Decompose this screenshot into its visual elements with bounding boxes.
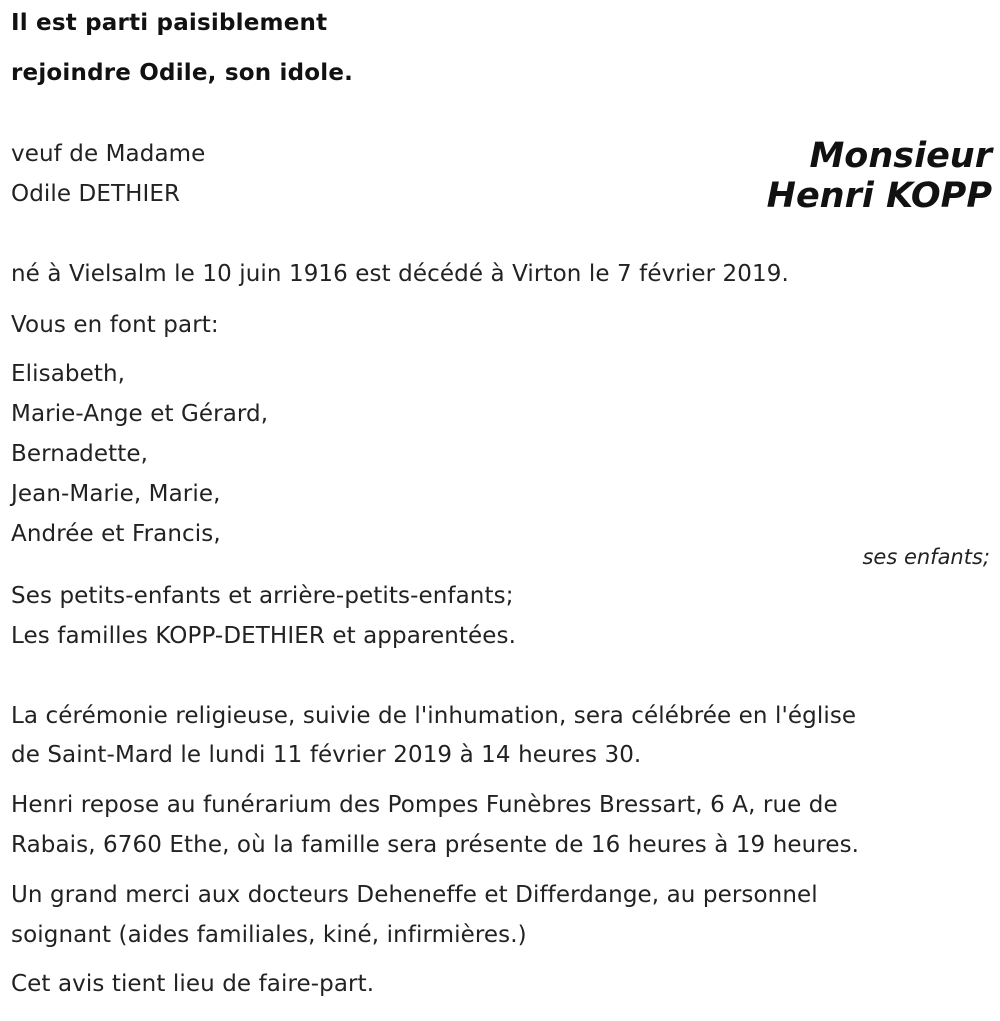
ceremony-line-1: La cérémonie religieuse, suivie de l'inhumation, sera célébrée en l'église [11, 703, 857, 729]
child-name: Andrée et Francis, [11, 521, 221, 547]
child-name: Bernadette, [11, 441, 148, 467]
child-name: Elisabeth, [11, 361, 126, 387]
epigraph-line-2: rejoindre Odile, son idole. [11, 60, 354, 86]
family-line: Ses petits-enfants et arrière-petits-enfants; [11, 583, 514, 609]
child-name: Jean-Marie, Marie, [11, 481, 221, 507]
funeral-home-line-1: Henri repose au funérarium des Pompes Funèbres Bressart, 6 A, rue de [11, 792, 838, 818]
announcers-intro: Vous en font part: [11, 312, 219, 338]
ceremony-line-2: de Saint-Mard le lundi 11 février 2019 à 14 heures 30. [11, 742, 642, 768]
deceased-name-block [767, 136, 992, 216]
thanks-line-1: Un grand merci aux docteurs Deheneffe et Differdange, au personnel [11, 882, 818, 908]
birth-death-line: né à Vielsalm le 10 juin 1916 est décédé à Virton le 7 février 2019. [11, 261, 789, 287]
deceased-name: Henri KOPP [766, 176, 992, 216]
funeral-home-line-2: Rabais, 6760 Ethe, où la famille sera présente de 16 heures à 19 heures. [11, 832, 860, 858]
closing-line: Cet avis tient lieu de faire-part. [11, 971, 375, 997]
family-line: Les familles KOPP-DETHIER et apparentées. [11, 623, 516, 649]
epigraph-line-1: Il est parti paisiblement [11, 10, 328, 36]
thanks-line-2: soignant (aides familiales, kiné, infirmières.) [11, 922, 527, 948]
deceased-title: Monsieur [809, 136, 992, 176]
widow-of-line-2: Odile DETHIER [11, 181, 181, 207]
children-role-label: ses enfants; [862, 545, 990, 569]
child-name: Marie-Ange et Gérard, [11, 401, 269, 427]
widow-of-line-1: veuf de Madame [11, 141, 206, 167]
